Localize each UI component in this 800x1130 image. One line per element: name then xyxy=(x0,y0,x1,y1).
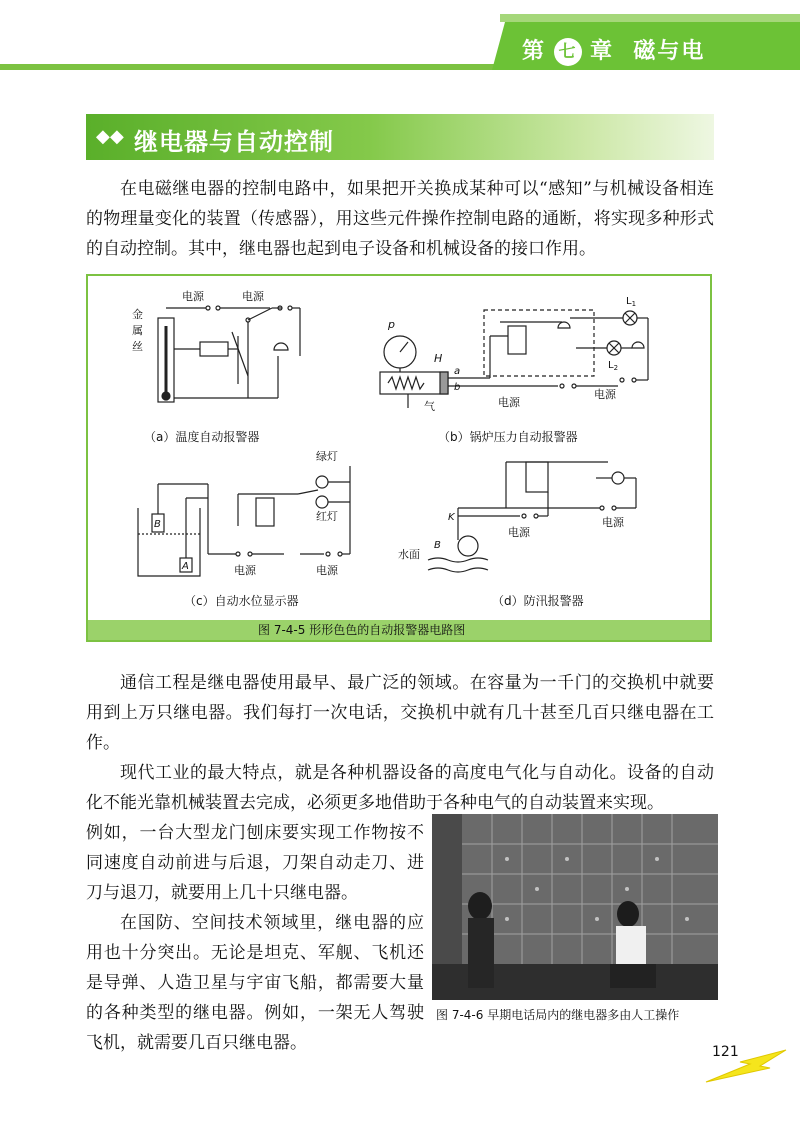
page-number: 121 xyxy=(712,1044,739,1060)
label-green-light: 绿灯 xyxy=(316,450,338,463)
caption-d: （d）防汛报警器 xyxy=(492,594,584,608)
diagram-c-water-level xyxy=(138,449,350,577)
chapter-number-badge: 七 xyxy=(554,38,582,66)
chapter-prefix: 第 xyxy=(522,39,547,64)
label-power: 电源 xyxy=(498,396,520,409)
lightning-bolt-icon xyxy=(700,1044,790,1084)
label-l1: $L_1$ xyxy=(626,296,637,308)
photo-caption: 图 7-4-6 早期电话局内的继电器多由人工操作 xyxy=(436,1008,680,1022)
label-b: b xyxy=(454,382,461,393)
circuit-diagrams xyxy=(88,276,710,620)
diamond-icon: ◆ xyxy=(110,126,124,147)
label-a-electrode: A xyxy=(182,561,189,572)
telephone-exchange-image xyxy=(432,814,718,1000)
label-p: p xyxy=(388,318,395,331)
diagram-d-flood-alarm xyxy=(398,462,636,572)
paragraph-defense: 在国防、空间技术领域里，继电器的应用也十分突出。无论是坦克、军舰、飞机还是导弹、人造卫星与宇宙飞船，都需要大量的各种类型的继电器。例如，一架无人驾驶飞机，就需要几百只继电器。 xyxy=(86,913,424,1053)
paragraph-industry: 现代工业的最大特点，就是各种机器设备的高度电气化与自动化。设备的自动化不能光靠机械装置去完成，必须更多地借助于各种电气的自动装置来实现。 xyxy=(86,763,714,813)
diagram-a-temperature-alarm xyxy=(132,289,300,402)
label-b-electrode: B xyxy=(154,519,161,530)
label-b: B xyxy=(434,540,441,551)
label-power: 电源 xyxy=(234,564,256,577)
label-l2: $L_2$ xyxy=(608,360,619,372)
diamond-icon: ◆ xyxy=(96,126,110,147)
chapter-header-bar xyxy=(0,0,800,72)
section-heading xyxy=(86,114,714,160)
label-power: 电源 xyxy=(242,290,264,303)
paragraph-intro: 在电磁继电器的控制电路中，如果把开关换成某种可以“感知”与机械设备相连的物理量变化的装置（传感器），用这些元件操作控制电路的通断，将实现多种形式的自动控制。其中，继电器也起到电子设备和机械设备的接口作用。 xyxy=(86,179,714,259)
caption-c: （c）自动水位显示器 xyxy=(184,594,299,608)
label-power: 电源 xyxy=(182,290,204,303)
chapter-name: 磁与电 xyxy=(633,39,706,64)
label-k: K xyxy=(448,512,455,523)
figure-alarm-circuits xyxy=(86,274,712,642)
label-metal-wire: 金 xyxy=(132,308,143,321)
paragraph-planer: 例如，一台大型龙门刨床要实现工作物按不同速度自动前进与后退，刀架自动走刀、进刀与退刀，就要用上几十只继电器。 xyxy=(86,823,424,903)
chapter-title xyxy=(522,34,705,66)
label-power: 电源 xyxy=(602,516,624,529)
figure-caption: 图 7-4-5 形形色色的自动报警器电路图 xyxy=(88,620,710,640)
label-a: a xyxy=(454,366,461,377)
chapter-suffix: 章 xyxy=(590,39,615,64)
label-metal-wire: 属 xyxy=(132,324,143,337)
label-gas: 气 xyxy=(424,400,435,413)
section-title: 继电器与自动控制 xyxy=(134,128,334,156)
label-power: 电源 xyxy=(316,564,338,577)
label-water-surface: 水面 xyxy=(398,548,420,561)
diagram-b-boiler-pressure-alarm xyxy=(380,296,648,413)
label-h: H xyxy=(434,352,443,365)
caption-b: （b）锅炉压力自动报警器 xyxy=(438,430,578,444)
caption-a: （a）温度自动报警器 xyxy=(144,430,260,444)
label-power: 电源 xyxy=(594,388,616,401)
paragraph-telecom: 通信工程是继电器使用最早、最广泛的领域。在容量为一千门的交换机中就要用到上万只继电器。我们每打一次电话，交换机中就有几十甚至几百只继电器在工作。 xyxy=(86,673,714,753)
photo-early-telephone-exchange xyxy=(432,814,718,1000)
label-power: 电源 xyxy=(508,526,530,539)
label-metal-wire: 丝 xyxy=(132,340,143,353)
label-red-light: 红灯 xyxy=(316,510,338,523)
